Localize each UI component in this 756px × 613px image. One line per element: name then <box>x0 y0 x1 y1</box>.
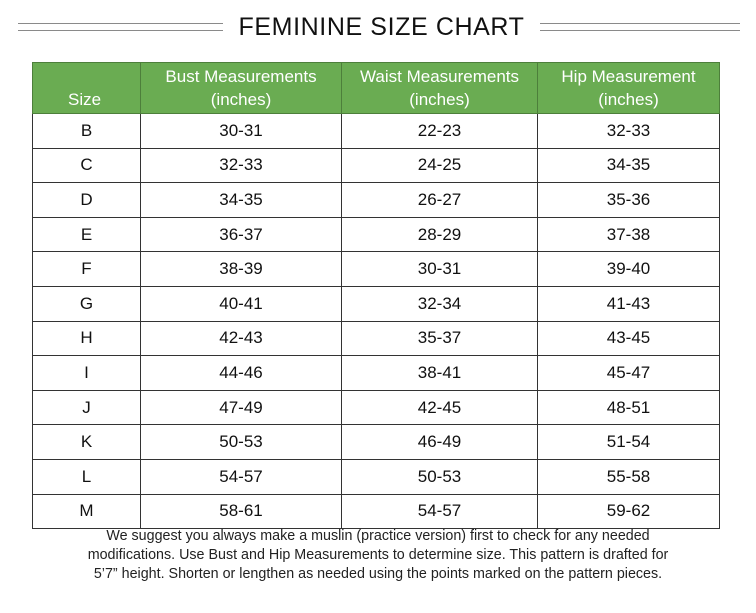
header-waist <box>342 63 538 114</box>
bust-cell: 30-31 <box>141 114 342 149</box>
size-cell: C <box>33 148 141 183</box>
bust-cell: 44-46 <box>141 356 342 391</box>
waist-cell: 26-27 <box>342 183 538 218</box>
table-row <box>33 252 720 287</box>
page-title: FEMININE SIZE CHART <box>238 13 525 41</box>
table-row <box>33 356 720 391</box>
bust-cell: 54-57 <box>141 459 342 494</box>
waist-cell: 32-34 <box>342 286 538 321</box>
size-cell: L <box>33 459 141 494</box>
hip-cell: 41-43 <box>538 286 720 321</box>
waist-cell: 38-41 <box>342 356 538 391</box>
table-row <box>33 183 720 218</box>
sizing-note-line: modifications. Use Bust and Hip Measurements to determine size. This pattern is drafted for <box>87 547 669 563</box>
waist-cell: 35-37 <box>342 321 538 356</box>
hip-cell: 35-36 <box>538 183 720 218</box>
bust-cell: 32-33 <box>141 148 342 183</box>
hip-cell: 45-47 <box>538 356 720 391</box>
size-cell: D <box>33 183 141 218</box>
bust-cell: 36-37 <box>141 217 342 252</box>
waist-cell: 50-53 <box>342 459 538 494</box>
header-size: Size <box>33 63 141 114</box>
size-cell: E <box>33 217 141 252</box>
header-bust <box>141 63 342 114</box>
header-waist-line1: Waist Measurements <box>359 67 520 86</box>
header-hip <box>538 63 720 114</box>
size-chart-table <box>32 62 720 529</box>
size-cell: H <box>33 321 141 356</box>
size-cell: B <box>33 114 141 149</box>
hip-cell: 55-58 <box>538 459 720 494</box>
hip-cell: 51-54 <box>538 425 720 460</box>
size-cell: M <box>33 494 141 529</box>
bust-cell: 40-41 <box>141 286 342 321</box>
hip-cell: 59-62 <box>538 494 720 529</box>
title-row <box>0 10 756 50</box>
table-row <box>33 459 720 494</box>
header-bust-line1: Bust Measurements <box>165 67 317 86</box>
hip-cell: 34-35 <box>538 148 720 183</box>
table-row <box>33 494 720 529</box>
table-row <box>33 321 720 356</box>
header-hip-line1: Hip Measurement <box>561 67 696 86</box>
header-hip-line2: (inches) <box>598 90 659 109</box>
header-waist-line2: (inches) <box>409 90 470 109</box>
bust-cell: 58-61 <box>141 494 342 529</box>
table-row <box>33 286 720 321</box>
sizing-note <box>30 527 726 584</box>
size-cell: K <box>33 425 141 460</box>
table-row <box>33 425 720 460</box>
waist-cell: 54-57 <box>342 494 538 529</box>
bust-cell: 42-43 <box>141 321 342 356</box>
header-bust-line2: (inches) <box>210 90 272 109</box>
hip-cell: 48-51 <box>538 390 720 425</box>
title-rule-right <box>540 23 740 31</box>
waist-cell: 30-31 <box>342 252 538 287</box>
size-cell: I <box>33 356 141 391</box>
waist-cell: 24-25 <box>342 148 538 183</box>
waist-cell: 22-23 <box>342 114 538 149</box>
waist-cell: 46-49 <box>342 425 538 460</box>
size-cell: F <box>33 252 141 287</box>
table-header-row <box>33 63 720 114</box>
bust-cell: 34-35 <box>141 183 342 218</box>
table-row <box>33 148 720 183</box>
table-row <box>33 114 720 149</box>
hip-cell: 32-33 <box>538 114 720 149</box>
waist-cell: 42-45 <box>342 390 538 425</box>
hip-cell: 43-45 <box>538 321 720 356</box>
bust-cell: 50-53 <box>141 425 342 460</box>
hip-cell: 39-40 <box>538 252 720 287</box>
size-cell: G <box>33 286 141 321</box>
sizing-note-line: We suggest you always make a muslin (practice version) first to check for any needed <box>106 528 650 544</box>
title-rule-left <box>18 23 223 31</box>
size-cell: J <box>33 390 141 425</box>
hip-cell: 37-38 <box>538 217 720 252</box>
waist-cell: 28-29 <box>342 217 538 252</box>
sizing-note-line: 5’7” height. Shorten or lengthen as needed using the points marked on the pattern pieces. <box>93 566 663 582</box>
table-row <box>33 390 720 425</box>
bust-cell: 47-49 <box>141 390 342 425</box>
table-row <box>33 217 720 252</box>
bust-cell: 38-39 <box>141 252 342 287</box>
